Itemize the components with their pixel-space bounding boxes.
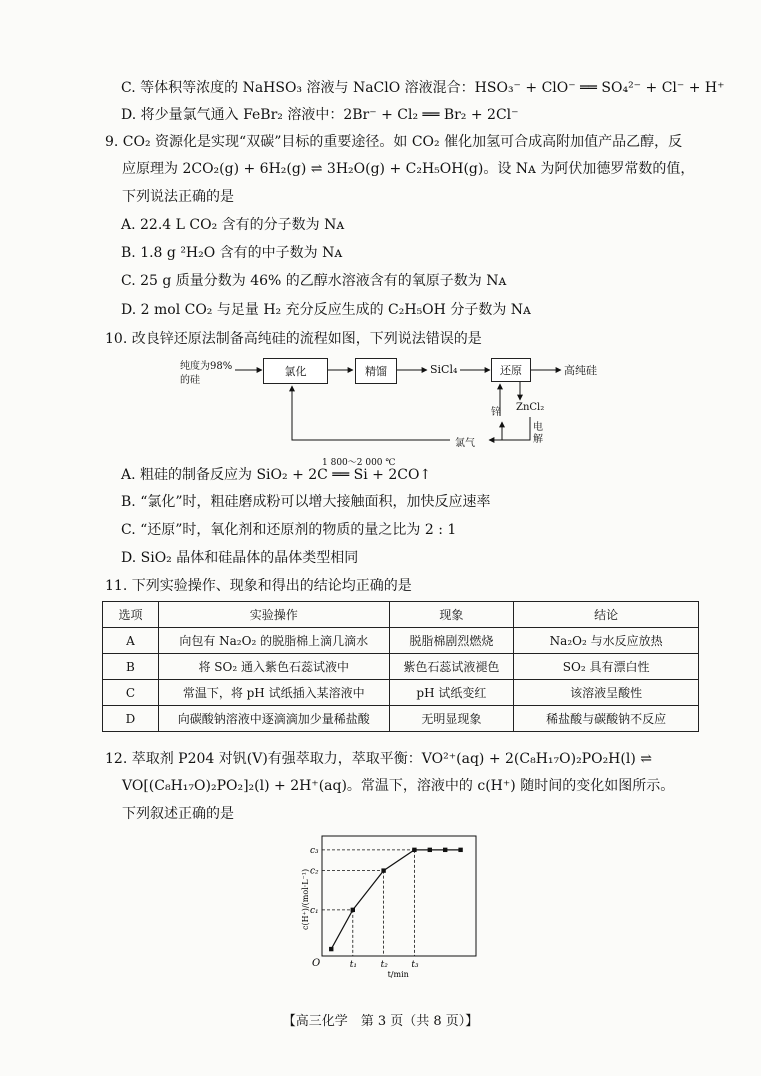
flow-arrows — [0, 0, 761, 460]
table-row — [103, 654, 699, 680]
table-cell: 向碳酸钠溶液中逐滴滴加少量稀盐酸 — [158, 706, 389, 732]
flow-start-label-1: 纯度为98% — [180, 361, 233, 372]
data-point — [329, 947, 333, 951]
table-cell: pH 试纸变红 — [389, 680, 514, 706]
q10-reaction-condition: 1 800～2 000 ℃ — [322, 458, 396, 468]
flow-electrolysis-label-1: 电 — [533, 422, 543, 433]
table-row — [103, 680, 699, 706]
q12-stem-line3: 下列叙述正确的是 — [122, 806, 234, 822]
flow-zinc-label: 锌 — [491, 407, 501, 418]
data-point — [443, 848, 447, 852]
table-header: 现象 — [389, 602, 514, 628]
table-cell: D — [103, 706, 159, 732]
q9-stem-line3: 下列说法正确的是 — [122, 189, 234, 205]
y-tick-label: c₁ — [310, 905, 319, 916]
q11-stem: 11. 下列实验操作、现象和得出的结论均正确的是 — [105, 578, 412, 594]
data-point — [428, 848, 432, 852]
y-tick-label: c₂ — [310, 866, 319, 877]
plot-frame — [322, 836, 476, 956]
table-cell: 无明显现象 — [389, 706, 514, 732]
flow-product-label: 高纯硅 — [564, 364, 597, 377]
flow-box-rectification: 精馏 — [355, 358, 397, 384]
q9-option-d: D. 2 mol CO₂ 与足量 H₂ 充分反应生成的 C₂H₅OH 分子数为 Nᴀ — [121, 302, 531, 318]
q9-option-c: C. 25 g 质量分数为 46% 的乙醇水溶液含有的氧原子数为 Nᴀ — [121, 273, 507, 289]
table-cell: Na₂O₂ 与水反应放热 — [514, 628, 699, 654]
x-tick-label: t₃ — [411, 960, 419, 970]
data-point — [412, 848, 416, 852]
flow-electrolysis-label-2: 解 — [533, 434, 543, 445]
flow-start-label-2: 的硅 — [180, 375, 200, 386]
q9-option-b: B. 1.8 g ²H₂O 含有的中子数为 Nᴀ — [121, 245, 343, 261]
table-cell: 常温下，将 pH 试纸插入某溶液中 — [158, 680, 389, 706]
table-cell: 脱脂棉剧烈燃烧 — [389, 628, 514, 654]
q10-stem: 10. 改良锌还原法制备高纯硅的流程如图，下列说法错误的是 — [105, 331, 482, 347]
table-row — [103, 628, 699, 654]
q12-stem-line1: 12. 萃取剂 P204 对钒(V)有强萃取力，萃取平衡：VO²⁺(aq) + 2(C₈H₁₇O)₂PO₂H(l) ⇌ — [105, 751, 652, 767]
table-cell: B — [103, 654, 159, 680]
origin-label: O — [312, 958, 321, 969]
q9-stem-line1: 9. CO₂ 资源化是实现“双碳”目标的重要途径。如 CO₂ 催化加氢可合成高附加值产品乙醇，反 — [105, 134, 683, 150]
flow-chlorine-label: 氯气 — [455, 438, 475, 449]
series-line — [331, 850, 460, 949]
data-point — [351, 908, 355, 912]
y-axis-label: c(H⁺)/(mol·L⁻¹) — [301, 868, 310, 930]
flow-box-chlorination: 氯化 — [263, 358, 328, 384]
data-point — [381, 868, 385, 872]
q10-option-d: D. SiO₂ 晶体和硅晶体的晶体类型相同 — [121, 550, 359, 566]
table-cell: 将 SO₂ 通入紫色石蕊试液中 — [158, 654, 389, 680]
x-tick-label: t₂ — [380, 960, 388, 970]
table-cell: 向包有 Na₂O₂ 的脱脂棉上滴几滴水 — [158, 628, 389, 654]
q8-option-d: D. 将少量氯气通入 FeBr₂ 溶液中：2Br⁻ + Cl₂ ══ Br₂ + 2Cl⁻ — [121, 107, 519, 123]
table-cell: SO₂ 具有漂白性 — [514, 654, 699, 680]
q12-stem-line2: VO[(C₈H₁₇O)₂PO₂]₂(l) + 2H⁺(aq)。常温下，溶液中的 c(H⁺) 随时间的变化如图所示。 — [122, 778, 675, 794]
flow-zncl2-label: ZnCl₂ — [516, 402, 545, 413]
flow-box-reduction: 还原 — [491, 358, 531, 382]
q10-option-c: C. “还原”时，氧化剂和还原剂的物质的量之比为 2 : 1 — [121, 522, 457, 538]
ch-h-concentration-chart — [300, 828, 500, 978]
data-point — [458, 848, 462, 852]
x-axis-label: t/min — [387, 970, 409, 978]
q11-table — [102, 601, 699, 732]
table-cell: A — [103, 628, 159, 654]
table-header-row — [103, 602, 699, 628]
table-header: 实验操作 — [158, 602, 389, 628]
page-footer: 【高三化学 第 3 页（共 8 页）】 — [282, 1014, 479, 1029]
flow-sicl4-label: SiCl₄ — [430, 363, 458, 376]
table-cell: 该溶液呈酸性 — [514, 680, 699, 706]
table-row — [103, 706, 699, 732]
q9-stem-line2: 应原理为 2CO₂(g) + 6H₂(g) ⇌ 3H₂O(g) + C₂H₅OH(g)。设 Nᴀ 为阿伏加德罗常数的值， — [122, 161, 695, 177]
table-cell: 紫色石蕊试液褪色 — [389, 654, 514, 680]
q10-option-a: A. 粗硅的制备反应为 SiO₂ + 2C ══ Si + 2CO↑ — [121, 467, 432, 483]
table-cell: 稀盐酸与碳酸钠不反应 — [514, 706, 699, 732]
y-tick-label: c₃ — [310, 845, 319, 856]
table-header: 选项 — [103, 602, 159, 628]
table-header: 结论 — [514, 602, 699, 628]
q8-option-c: C. 等体积等浓度的 NaHSO₃ 溶液与 NaClO 溶液混合：HSO₃⁻ + ClO⁻ ══ SO₄²⁻ + Cl⁻ + H⁺ — [121, 80, 725, 96]
q9-option-a: A. 22.4 L CO₂ 含有的分子数为 Nᴀ — [121, 217, 345, 233]
x-tick-label: t₁ — [349, 960, 358, 970]
q10-option-b: B. “氯化”时，粗硅磨成粉可以增大接触面积，加快反应速率 — [121, 494, 491, 510]
table-cell: C — [103, 680, 159, 706]
